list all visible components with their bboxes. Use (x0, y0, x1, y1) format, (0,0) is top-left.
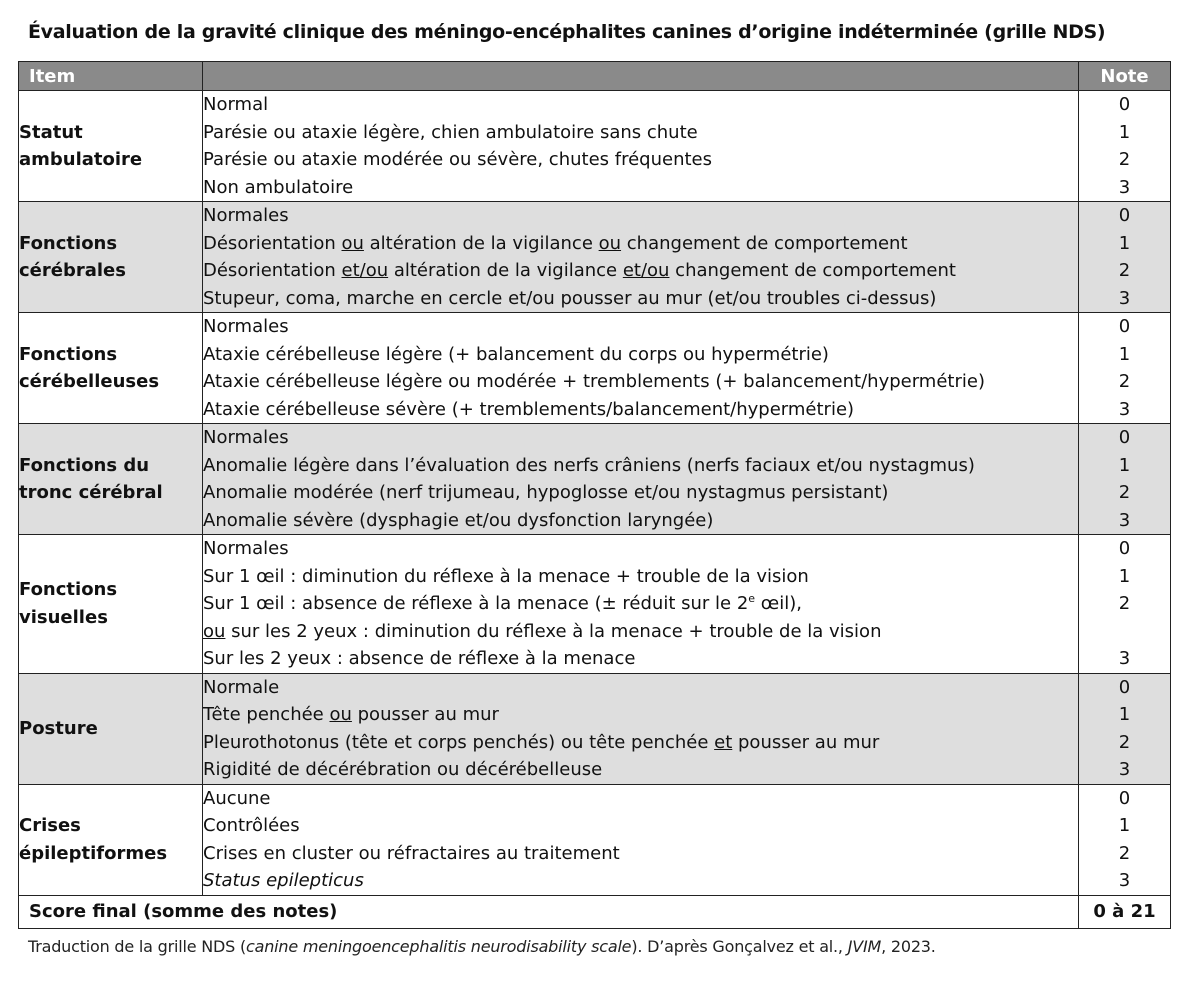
item-label-line: cérébelleuses (19, 371, 160, 392)
criterion (203, 452, 1078, 480)
criteria-list (203, 784, 1079, 895)
note-value: 3 (1118, 759, 1131, 780)
criteria-list (203, 673, 1079, 784)
criteria-list (203, 91, 1079, 202)
section-row (19, 202, 1171, 313)
text-fragment: canine meningoencephalitis neurodisability scale (246, 937, 632, 956)
text-fragment: Status epilepticus (203, 870, 364, 891)
text-fragment: Tête penchée (203, 704, 330, 725)
note-value: 3 (1118, 870, 1131, 891)
item-label-line: visuelles (19, 606, 108, 628)
text-fragment: Ataxie cérébelleuse sévère (+ tremblements/balancement/hypermétrie) (203, 398, 855, 420)
section-row (19, 424, 1171, 535)
criterion (203, 368, 1078, 396)
note-list (1079, 673, 1171, 784)
item-label-line: Fonctions (19, 232, 118, 254)
item-label-line: Crises (19, 815, 81, 836)
note-list (1079, 424, 1171, 535)
text-fragment: œil), (755, 593, 802, 614)
text-fragment: pousser au mur (732, 731, 880, 753)
note-value: 0 (1118, 205, 1131, 226)
text-fragment: Désorientation (203, 260, 342, 281)
item-label (19, 424, 203, 535)
text-fragment: Ataxie cérébelleuse légère ou modérée + tremblements (+ balancement/hypermétrie) (203, 371, 985, 392)
text-fragment: ). D’après Gonçalvez et al., (631, 937, 848, 956)
criterion (203, 674, 1078, 702)
note-value: 0 (1118, 94, 1131, 115)
note-list (1079, 313, 1171, 424)
note-value: 0 (1118, 316, 1131, 337)
criterion (203, 590, 1078, 618)
criterion (203, 645, 1078, 673)
text-fragment: Ataxie cérébelleuse légère (+ balancement du corps ou hypermétrie) (203, 343, 829, 365)
note-value: 1 (1118, 565, 1131, 587)
header-description (203, 62, 1079, 91)
text-fragment: changement de comportement (621, 232, 908, 254)
note-value: 0 (1118, 427, 1131, 448)
score-row (19, 895, 1171, 928)
criterion (203, 756, 1078, 784)
item-label (19, 202, 203, 313)
note-list (1079, 91, 1171, 202)
note-value: 1 (1118, 815, 1131, 836)
text-fragment: Désorientation (203, 232, 342, 254)
section-row (19, 91, 1171, 202)
criterion (203, 563, 1078, 591)
text-fragment: Anomalie sévère (dysphagie et/ou dysfonction laryngée) (203, 509, 714, 531)
item-label-line: Statut (19, 121, 83, 143)
criterion (203, 396, 1078, 424)
criterion (203, 285, 1078, 313)
note-value: 0 (1118, 787, 1131, 809)
text-fragment: Anomalie légère dans l’évaluation des nerfs crâniens (nerfs faciaux et/ou nystagmus) (203, 454, 975, 476)
text-fragment: Aucune (203, 787, 271, 809)
criterion (203, 812, 1078, 840)
note-list (1079, 784, 1171, 895)
text-fragment: JVIM (847, 937, 882, 956)
text-fragment: Rigidité de décérébration ou décérébelleuse (203, 759, 603, 780)
note-value: 1 (1118, 232, 1131, 254)
note-value: 2 (1118, 593, 1131, 614)
section-row (19, 535, 1171, 674)
text-fragment: e (748, 592, 756, 605)
nds-grid-table (18, 61, 1171, 929)
note-value: 2 (1118, 482, 1131, 503)
text-fragment: Contrôlées (203, 815, 300, 836)
criterion (203, 840, 1078, 868)
note-value: 1 (1118, 454, 1131, 476)
note-value (1079, 618, 1170, 646)
header-note: Note (1079, 62, 1171, 91)
criterion (203, 257, 1078, 285)
text-fragment: Sur 1 œil : absence de réflexe à la menace (± réduit sur le 2 (203, 593, 749, 614)
note-value: 2 (1118, 842, 1131, 864)
note-list (1079, 202, 1171, 313)
text-fragment: Normales (203, 427, 289, 448)
criterion (203, 729, 1078, 757)
text-fragment: Normales (203, 316, 289, 337)
criteria-list (203, 202, 1079, 313)
note-value: 2 (1118, 731, 1131, 753)
text-fragment: et/ou (622, 260, 670, 281)
note-list (1079, 535, 1171, 674)
item-label-line: Posture (19, 717, 98, 739)
table-body (19, 91, 1171, 929)
text-fragment: Pleurothotonus (tête et corps penchés) ou tête penchée (203, 731, 715, 753)
item-label (19, 535, 203, 674)
criterion (203, 618, 1078, 646)
criterion (203, 785, 1078, 813)
item-label-line: ambulatoire (19, 149, 143, 170)
text-fragment: Traduction de la grille NDS ( (28, 937, 247, 956)
note-value: 3 (1118, 648, 1131, 669)
text-fragment: Normal (203, 94, 269, 115)
text-fragment: Normales (203, 205, 289, 226)
table-title: Évaluation de la gravité clinique des méningo-encéphalites canines d’origine indéterminée (grille NDS) (28, 21, 1106, 43)
text-fragment: altération de la vigilance (388, 260, 623, 281)
criterion (203, 867, 1078, 895)
header-item: Item (19, 62, 203, 91)
criterion (203, 424, 1078, 452)
text-fragment: Sur 1 œil : diminution du réflexe à la menace + trouble de la vision (203, 565, 809, 587)
section-row (19, 784, 1171, 895)
score-value: 0 à 21 (1079, 895, 1171, 928)
item-label (19, 784, 203, 895)
text-fragment: changement de comportement (669, 260, 956, 281)
text-fragment: ou (341, 232, 364, 254)
criterion (203, 119, 1078, 147)
text-fragment: altération de la vigilance (363, 232, 599, 254)
item-label (19, 91, 203, 202)
text-fragment: ou (598, 232, 622, 254)
criterion (203, 341, 1078, 369)
text-fragment: Anomalie modérée (nerf trijumeau, hypoglosse et/ou nystagmus persistant) (203, 482, 889, 503)
note-value: 0 (1118, 538, 1131, 559)
text-fragment: , 2023. (881, 937, 936, 956)
text-fragment: Normales (203, 538, 289, 559)
criteria-list (203, 535, 1079, 674)
note-value: 1 (1118, 343, 1131, 365)
item-label-line: Fonctions du (19, 454, 150, 476)
table-header-row (19, 62, 1171, 91)
criteria-list (203, 424, 1079, 535)
text-fragment: Sur les 2 yeux : absence de réflexe à la menace (203, 648, 636, 669)
item-label-line: cérébrales (19, 260, 126, 281)
criterion (203, 507, 1078, 535)
text-fragment: et (714, 731, 733, 753)
text-fragment: Crises en cluster ou réfractaires au traitement (203, 842, 620, 864)
note-value: 2 (1118, 371, 1131, 392)
text-fragment: Normale (203, 676, 280, 698)
section-row (19, 673, 1171, 784)
note-value: 3 (1118, 287, 1131, 309)
caption (28, 937, 936, 956)
note-value: 3 (1118, 176, 1131, 198)
note-value: 2 (1118, 260, 1131, 281)
text-fragment: et/ou (341, 260, 389, 281)
section-row (19, 313, 1171, 424)
note-value: 1 (1118, 704, 1131, 725)
criteria-list (203, 313, 1079, 424)
criterion (203, 146, 1078, 174)
note-value: 3 (1118, 398, 1131, 420)
note-value: 0 (1118, 676, 1131, 698)
criterion (203, 202, 1078, 230)
text-fragment: sur les 2 yeux : diminution du réflexe à la menace + trouble de la vision (225, 620, 882, 642)
criterion (203, 313, 1078, 341)
item-label (19, 313, 203, 424)
score-label: Score final (somme des notes) (19, 895, 1079, 928)
text-fragment: pousser au mur (351, 704, 499, 725)
item-label (19, 673, 203, 784)
criterion (203, 174, 1078, 202)
note-value: 3 (1118, 509, 1131, 531)
text-fragment: Stupeur, coma, marche en cercle et/ou pousser au mur (et/ou troubles ci-dessus) (203, 287, 937, 309)
item-label-line: Fonctions (19, 579, 118, 601)
text-fragment: ou (329, 704, 352, 725)
item-label-line: épileptiformes (19, 842, 168, 864)
note-value: 2 (1118, 149, 1131, 170)
item-label-line: Fonctions (19, 343, 118, 365)
item-label-line: tronc cérébral (19, 482, 163, 503)
text-fragment: Parésie ou ataxie légère, chien ambulatoire sans chute (203, 121, 698, 143)
note-value: 1 (1118, 121, 1131, 143)
text-fragment: Parésie ou ataxie modérée ou sévère, chutes fréquentes (203, 149, 712, 170)
criterion (203, 479, 1078, 507)
criterion (203, 701, 1078, 729)
criterion (203, 230, 1078, 258)
text-fragment: Non ambulatoire (203, 176, 354, 198)
criterion (203, 535, 1078, 563)
text-fragment: ou (203, 620, 226, 642)
criterion (203, 91, 1078, 119)
